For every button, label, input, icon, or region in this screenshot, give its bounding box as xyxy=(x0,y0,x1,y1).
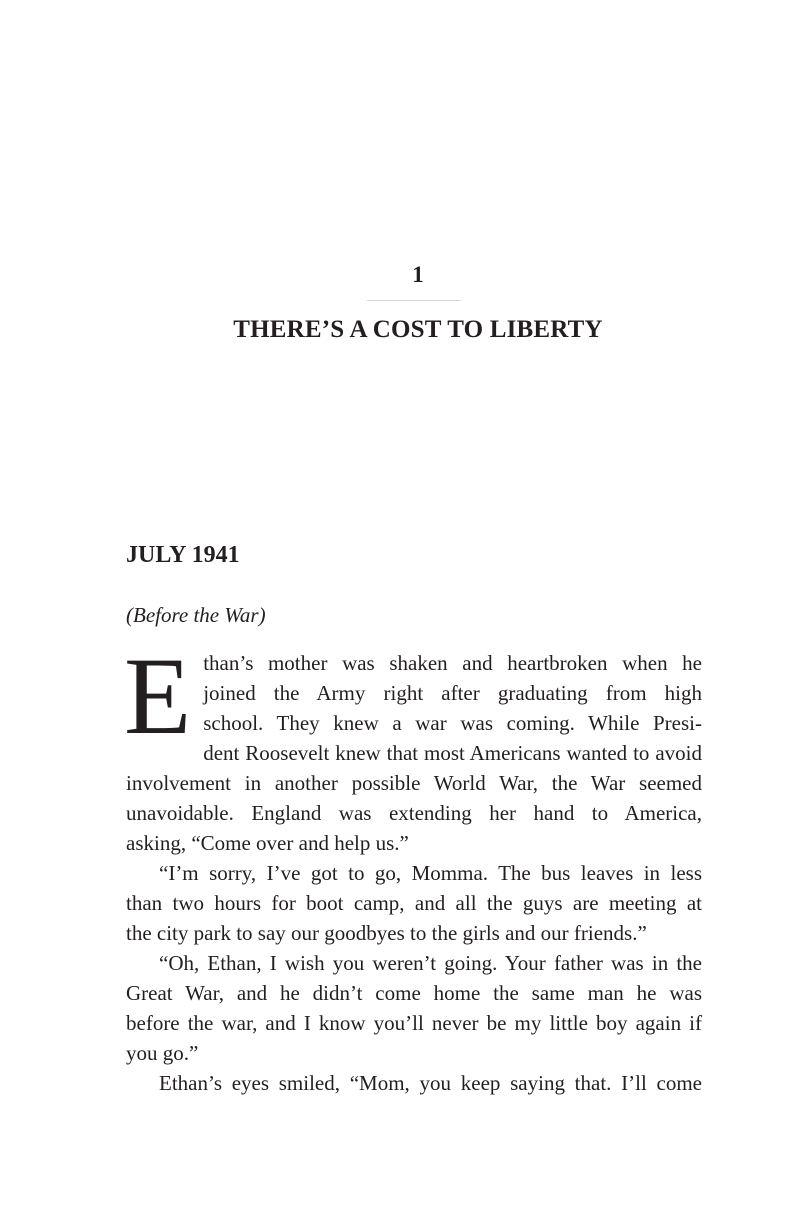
chapter-number: 1 xyxy=(412,262,424,287)
paragraph-line: than’s mother was shaken and heartbroken when he xyxy=(203,651,702,675)
paragraph-1 xyxy=(124,635,702,858)
paragraph-line: the city park to say our goodbyes to the girls and our friends.” xyxy=(126,921,647,945)
paragraph-4 xyxy=(126,1068,702,1098)
paragraph-line: than two hours for boot camp, and all the guys are meeting at xyxy=(126,891,702,915)
paragraph-line: Ethan’s eyes smiled, “Mom, you keep saying that. I’ll come xyxy=(159,1071,702,1095)
paragraph-line: involvement in another possible World War, the War seemed xyxy=(126,771,702,795)
section-subheading: (Before the War) xyxy=(126,603,266,627)
paragraph-line: asking, “Come over and help us.” xyxy=(126,831,409,855)
chapter-title: THERE’S A COST TO LIBERTY xyxy=(233,316,603,343)
paragraph-line: joined the Army right after graduating from high xyxy=(203,681,702,705)
body-text xyxy=(124,635,702,1098)
paragraph-line: “Oh, Ethan, I wish you weren’t going. Your father was in the xyxy=(159,951,702,975)
paragraph-3 xyxy=(126,948,702,1068)
drop-cap: E xyxy=(124,635,192,757)
paragraph-line: you go.” xyxy=(126,1041,199,1065)
paragraph-line: Great War, and he didn’t come home the same man he was xyxy=(126,981,702,1005)
paragraph-line: school. They knew a war was coming. While Presi- xyxy=(203,711,702,735)
paragraph-line: unavoidable. England was extending her hand to America, xyxy=(126,801,702,825)
paragraph-line: before the war, and I know you’ll never be my little boy again if xyxy=(126,1011,702,1035)
paragraph-line: “I’m sorry, I’ve got to go, Momma. The bus leaves in less xyxy=(159,861,702,885)
chapter-rule xyxy=(367,300,461,301)
paragraph-line: dent Roosevelt knew that most Americans wanted to avoid xyxy=(203,741,702,765)
section-heading: JULY 1941 xyxy=(126,542,240,568)
paragraph-2 xyxy=(126,858,702,948)
